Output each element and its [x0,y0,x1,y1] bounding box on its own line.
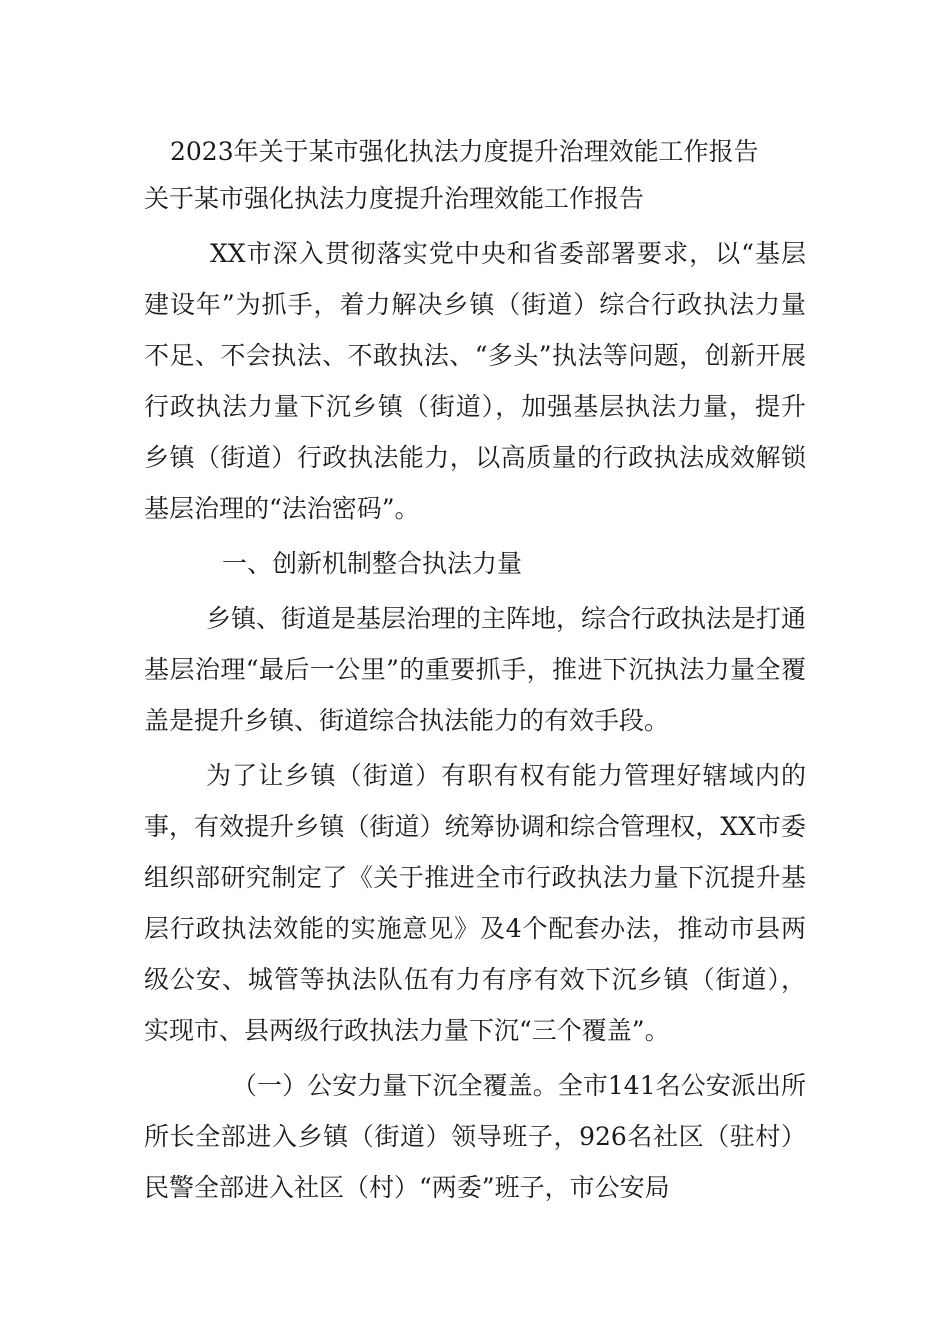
body-paragraph-2: 为了让乡镇（街道）有职有权有能力管理好辖域内的事，有效提升乡镇（街道）统筹协调和综合管理权，XX市委组织部研究制定了《关于推进全市行政执法力量下沉提升基层行政执法效能的实施意见》及4个配套办法，推动市县两级公安、城管等执法队伍有力有序有效下沉乡镇（街道），实现市、县两级行政执法力量下沉“三个覆盖”。 [144,761,806,1045]
document-subtitle: 关于某市强化执法力度提升治理效能工作报告 [144,184,645,213]
body-paragraph-1: 乡镇、街道是基层治理的主阵地，综合行政执法是打通基层治理“最后一公里”的重要抓手，推进下沉执法力量全覆盖是提升乡镇、街道综合执法能力的有效手段。 [144,604,807,735]
body-paragraph-3: （一）公安力量下沉全覆盖。全市141名公安派出所所长全部进入乡镇（街道）领导班子，926名社区（驻村）民警全部进入社区（村）“两委”班子，市公安局 [144,1071,806,1202]
intro-paragraph: XX市深入贯彻落实党中央和省委部署要求，以“基层建设年”为抓手，着力解决乡镇（街道）综合行政执法力量不足、不会执法、不敢执法、“多头”执法等问题，创新开展行政执法力量下沉乡镇（街道），加强基层执法力量，提升乡镇（街道）行政执法能力，以高质量的行政执法成效解锁基层治理的“法治密码”。 [144,239,806,523]
document-body [144,128,806,1213]
section-heading-1: 一、创新机制整合执法力量 [222,549,523,578]
document-title: 2023年关于某市强化执法力度提升治理效能工作报告 [170,137,759,166]
